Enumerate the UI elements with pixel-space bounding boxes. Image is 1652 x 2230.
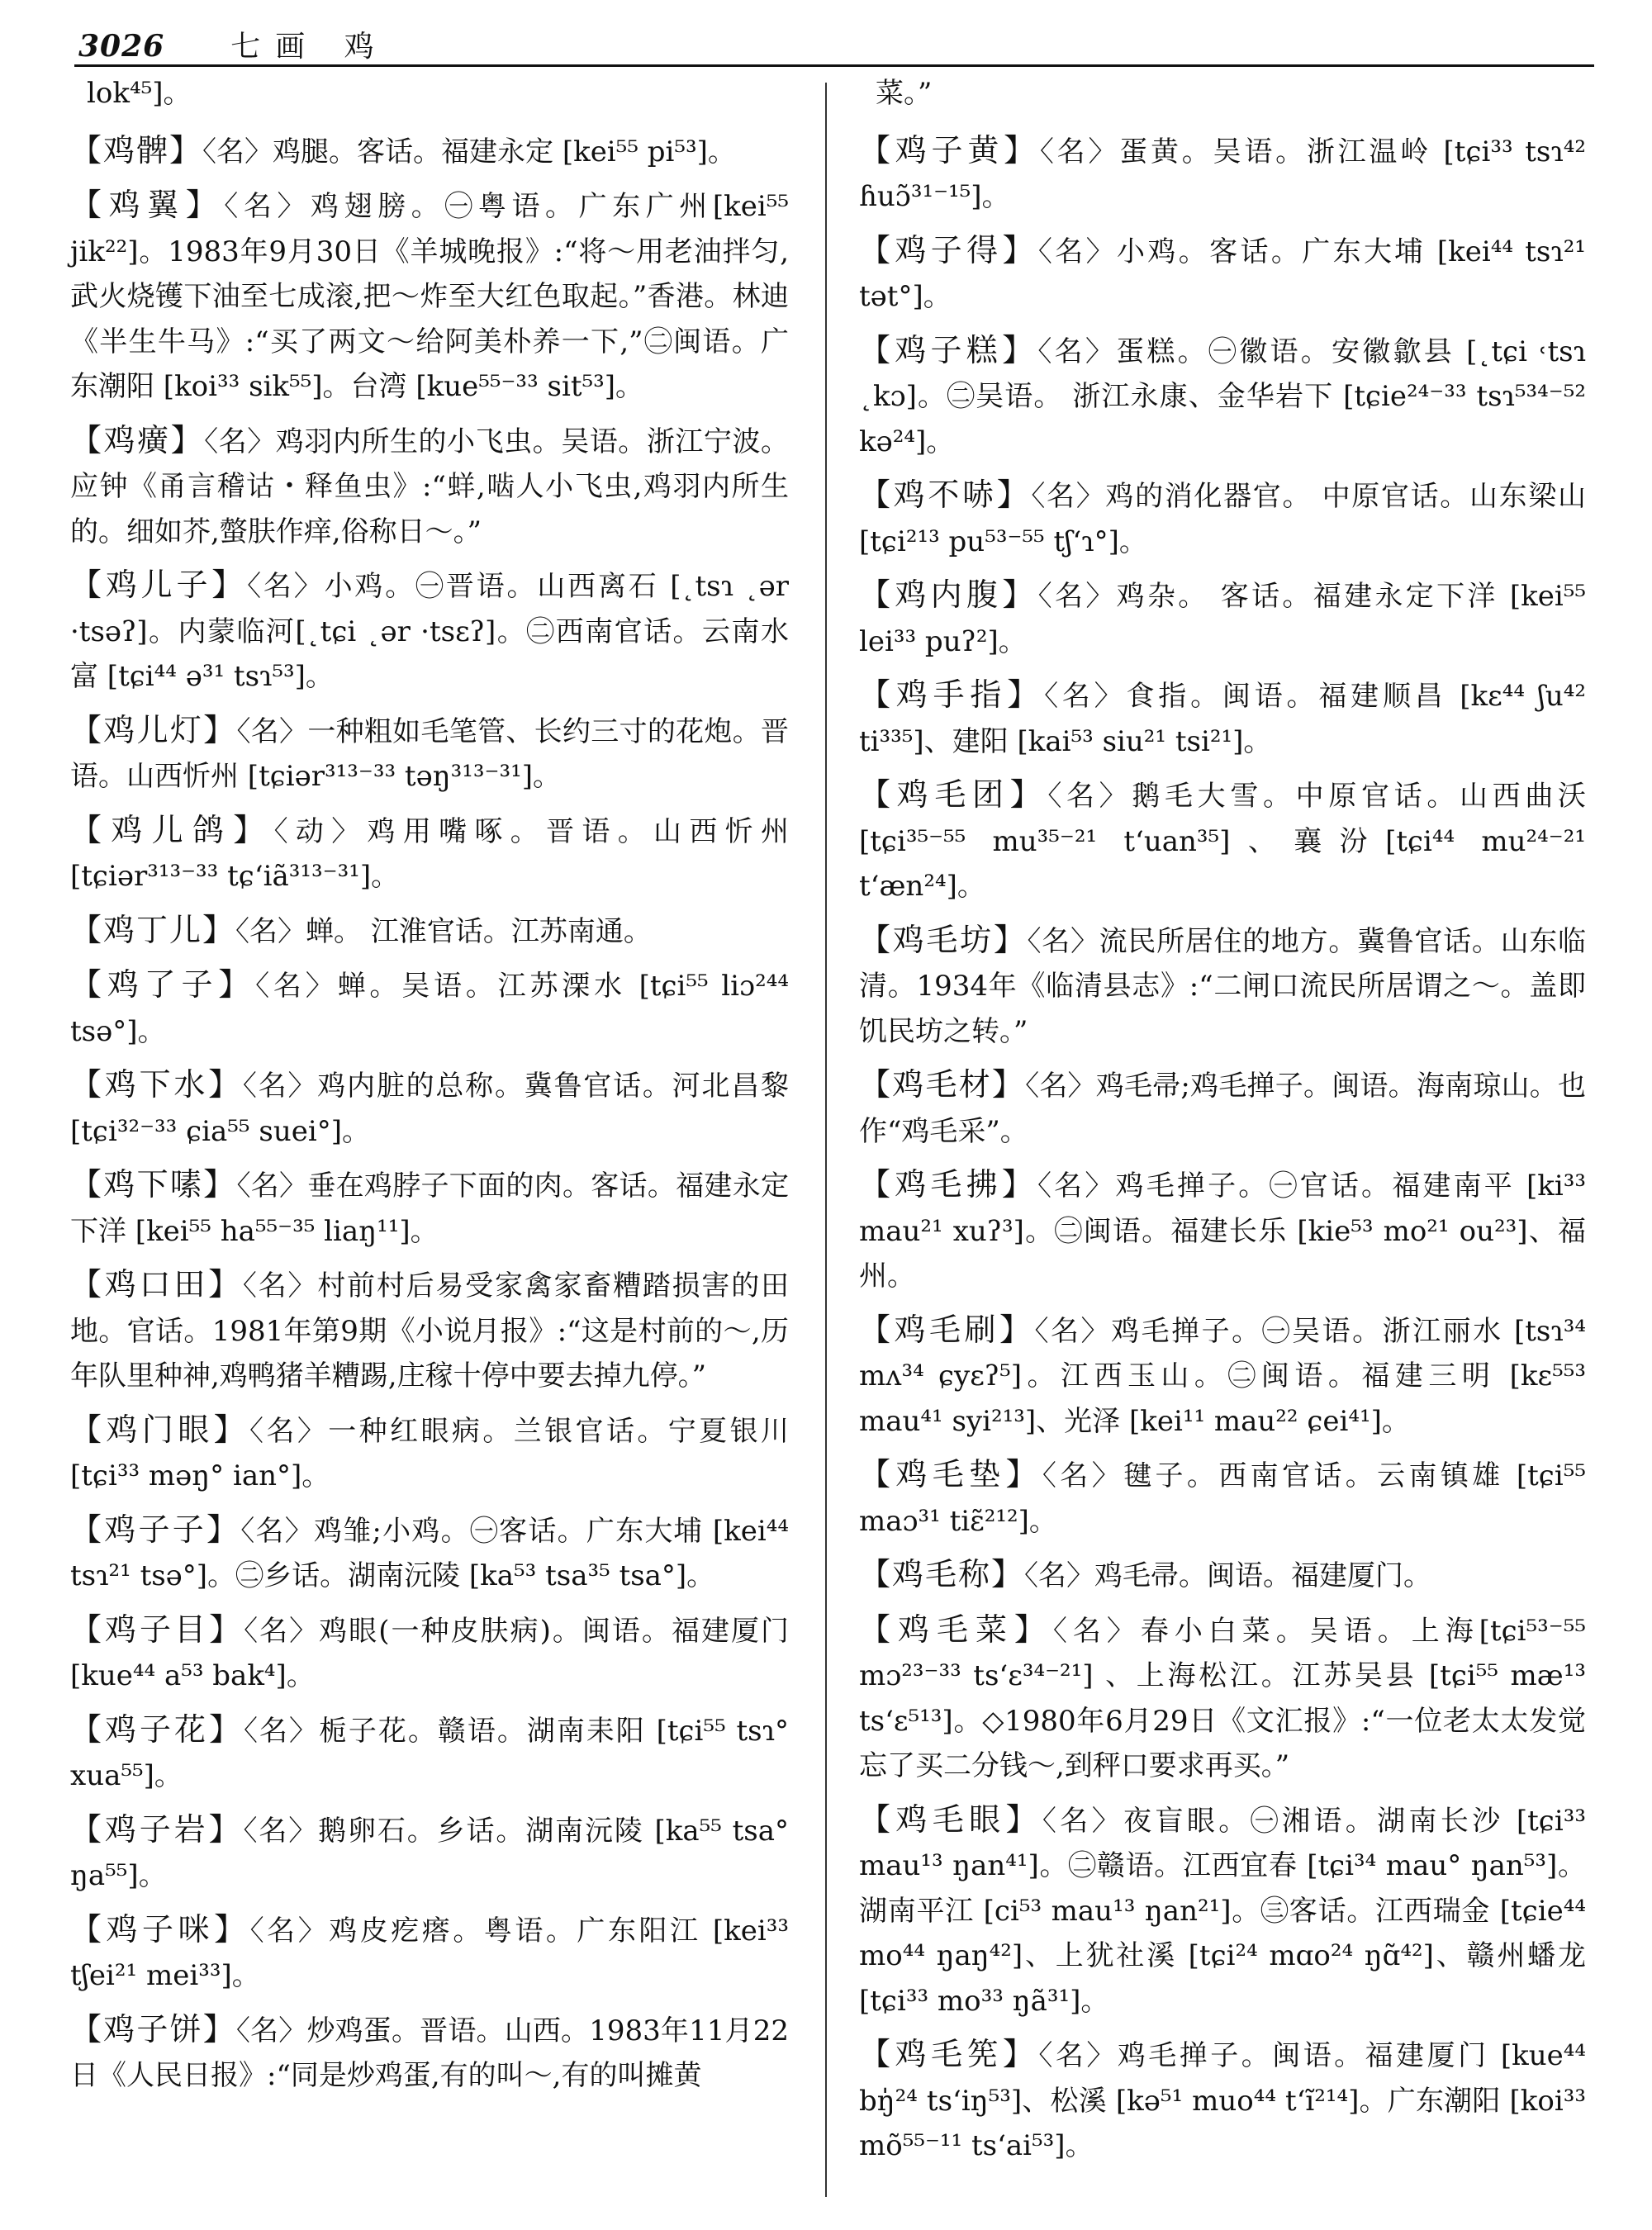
entry-definition: 〈名〉鸡毛掸子。闽语。福建厦门 [kue⁴⁴ bŋ̍²⁴ tsʻiŋ⁵³]、松溪 [kə⁵¹ muo⁴⁴ tʻĩ²¹⁴]。广东潮阳 [koi³³ mõ⁵⁵⁻¹¹ tsʻai⁵³]。 [859, 2039, 1586, 2162]
entry-headword: 【鸡儿子】 [70, 567, 248, 603]
dictionary-entry [859, 1162, 1586, 1299]
entry-headword: 【鸡毛拂】 [859, 1166, 1037, 1203]
dictionary-entry [859, 1607, 1586, 1789]
dictionary-entry [859, 772, 1586, 909]
entry-definition: 〈名〉一种粗如毛笔管、长约三寸的花炮。晋语。山西忻州 [tɕiər³¹³⁻³³ təŋ³¹³⁻³¹]。 [70, 714, 789, 793]
entry-definition: 〈名〉蝉。 江淮官话。江苏南通。 [235, 914, 652, 948]
entry-definition: 〈名〉蛋糕。㊀徽语。安徽歙县 [˛tɕi ˓tsɿ ˛kɔ]。㊁吴语。 浙江永康、金华岩下 [tɕie²⁴⁻³³ tsɿ⁵³⁴⁻⁵² kə²⁴]。 [859, 334, 1586, 458]
entry-definition: 〈名〉炒鸡蛋。晋语。山西。1983年11月22日《人民日报》:“同是炒鸡蛋,有的叫～,有的叫摊黄 [70, 2014, 789, 2092]
entry-headword: 【鸡子岩】 [70, 1810, 244, 1848]
entry-definition: 〈名〉鸡腿。客话。福建永定 [kei⁵⁵ pi⁵³]。 [202, 135, 736, 168]
entry-definition: 〈名〉小鸡。客话。广东大埔 [kei⁴⁴ tsɿ²¹ tət°]。 [859, 235, 1586, 313]
dictionary-entry [859, 918, 1586, 1055]
entry-definition: 〈名〉鸡羽内所生的小飞虫。吴语。浙江宁波。应钟《甬言稽诂・释鱼虫》:“蛘,啮人小飞虫,鸡羽内所生的。细如芥,螫肤作痒,俗称日～。” [70, 425, 789, 548]
entry-definition: 〈名〉毽子。西南官话。云南镇雄 [tɕi⁵⁵ maɔ³¹ tiɛ̃²¹²]。 [859, 1459, 1586, 1538]
entry-definition: 〈名〉一种红眼病。兰银官话。宁夏银川 [tɕi³³ məŋ° ian°]。 [70, 1414, 789, 1492]
entry-headword: 【鸡下水】 [70, 1066, 243, 1103]
dictionary-entry [70, 562, 789, 700]
right-column [859, 71, 1586, 2177]
dictionary-entry [859, 472, 1586, 564]
entry-headword: 【鸡毛坊】 [859, 921, 1028, 958]
entry-definition: 〈名〉鸡毛帚;鸡毛掸子。闽语。海南琼山。也作“鸡毛采”。 [859, 1070, 1586, 1148]
dictionary-entry [70, 708, 789, 799]
right-entry-list [859, 128, 1586, 2169]
dictionary-entry [70, 1707, 789, 1799]
entry-headword: 【鸡毛材】 [859, 1066, 1026, 1103]
entry-definition: 〈名〉夜盲眼。㊀湘语。湖南长沙 [tɕi³³ mau¹³ ŋan⁴¹]。㊁赣语。江西宜春 [tɕi³⁴ mau° ŋan⁵³]。湖南平江 [ci⁵³ mau¹³ ŋan²¹]。㊂客话。江西瑞金 [tɕie⁴⁴ mo⁴⁴ ŋaŋ⁴²]、上犹社溪 [tɕi²⁴ mɑo²⁴ ŋɑ̃⁴²]、赣州蟠龙 [tɕi³³ mo³³ ŋã³¹]。 [859, 1804, 1586, 2018]
column-divider [825, 83, 827, 2197]
continuation-text: lok⁴⁵]。 [87, 77, 192, 110]
dictionary-entry [70, 1162, 789, 1254]
entry-headword: 【鸡子糕】 [859, 331, 1038, 368]
dictionary-entry [859, 672, 1586, 764]
entry-definition: 〈名〉鸡杂。 客话。福建永定下洋 [kei⁵⁵ lei³³ puʔ²]。 [859, 580, 1586, 658]
entry-headword: 【鸡丁儿】 [70, 911, 236, 948]
dictionary-entry [70, 1907, 789, 1999]
dictionary-entry [70, 1807, 789, 1899]
dictionary-entry [70, 908, 789, 955]
continuation-text: 菜。” [876, 77, 933, 110]
entry-definition: 〈名〉鸡内脏的总称。冀鲁官话。河北昌黎 [tɕi³²⁻³³ ɕia⁵⁵ suei°]。 [70, 1070, 789, 1148]
entry-headword: 【鸡门眼】 [70, 1411, 250, 1448]
entry-definition: 〈名〉鸡翅膀。㊀粤语。广东广州[kei⁵⁵ jik²²]。1983年9月30日《羊城晚报》:“将～用老油拌匀,武火烧镬下油至七成滚,把～炸至大红色取起。”香港。林迪《半生牛马》:“买了两文～给阿美朴养一下,”㊁闽语。广东潮阳 [koi³³ sik⁵⁵]。台湾 [kue⁵⁵⁻³³ sit⁵³]。 [70, 190, 789, 403]
entry-headword: 【鸡毛称】 [859, 1556, 1025, 1592]
dictionary-entry [859, 328, 1586, 465]
dictionary-entry [859, 1307, 1586, 1445]
entry-headword: 【鸡内腹】 [859, 576, 1038, 613]
dictionary-entry [70, 418, 789, 555]
entry-definition: 〈名〉鸡毛掸子。㊀吴语。浙江丽水 [tsɿ³⁴ mʌ³⁴ ɕyɛʔ⁵]。江西玉山。㊁闽语。福建三明 [kɛ⁵⁵³ mau⁴¹ syi²¹³]、光泽 [kei¹¹ mau²² ɕei⁴¹]。 [859, 1314, 1586, 1438]
dictionary-entry [70, 128, 789, 175]
dictionary-entry [70, 1407, 789, 1499]
entry-headword: 【鸡子花】 [70, 1710, 244, 1748]
entry-headword: 【鸡髀】 [70, 131, 203, 168]
dictionary-entry [70, 1262, 789, 1399]
entry-headword: 【鸡毛刷】 [859, 1311, 1035, 1348]
entry-headword: 【鸡儿灯】 [70, 711, 237, 748]
entry-headword: 【鸡子子】 [70, 1511, 241, 1548]
entry-headword: 【鸡毛垫】 [859, 1456, 1042, 1492]
entry-headword: 【鸡子饼】 [70, 2010, 236, 2047]
entry-definition: 〈名〉鹅毛大雪。中原官话。山西曲沃[tɕi³⁵⁻⁵⁵ mu³⁵⁻²¹ tʻuan³⁵]、襄汾[tɕi⁴⁴ mu²⁴⁻²¹ tʻæn²⁴]。 [859, 780, 1586, 903]
section-title: 七画 鸡 [230, 30, 389, 64]
entry-definition: 〈名〉鸡皮疙瘩。粤语。广东阳江 [kei³³ tʃei²¹ mei³³]。 [70, 1914, 789, 1992]
entry-definition: 〈名〉栀子花。赣语。湖南耒阳 [tɕi⁵⁵ tsɿ° xua⁵⁵]。 [70, 1714, 789, 1792]
entry-headword: 【鸡不哧】 [859, 477, 1032, 513]
dictionary-entry [859, 572, 1586, 664]
entry-definition: 〈名〉食指。闽语。福建顺昌 [kɛ⁴⁴ ʃu⁴² ti³³⁵]、建阳 [kai⁵³ siu²¹ tsi²¹]。 [859, 680, 1586, 758]
dictionary-entry [70, 183, 789, 410]
dictionary-entry [859, 1552, 1586, 1599]
entry-definition: 〈名〉蛋黄。吴语。浙江温岭 [tɕi³³ tsɿ⁴² ɦuɔ̃³¹⁻¹⁵]。 [859, 135, 1586, 213]
dictionary-entry [859, 2032, 1586, 2169]
dictionary-entry [859, 228, 1586, 320]
page-header [78, 23, 389, 65]
entry-headword: 【鸡了子】 [70, 966, 256, 1003]
entry-headword: 【鸡癀】 [70, 421, 205, 458]
dictionary-entry [859, 128, 1586, 220]
entry-headword: 【鸡口田】 [70, 1266, 243, 1302]
dictionary-entry [70, 1607, 789, 1699]
left-entry-list [70, 128, 789, 2099]
entry-headword: 【鸡子黄】 [859, 131, 1040, 168]
entry-definition: 〈名〉鸡的消化器官。 中原官话。山东梁山 [tɕi²¹³ pu⁵³⁻⁵⁵ tʃʻɿ°]。 [859, 480, 1586, 558]
entry-headword: 【鸡毛团】 [859, 776, 1048, 813]
entry-definition: 〈名〉鸡雏;小鸡。㊀客话。广东大埔 [kei⁴⁴ tsɿ²¹ tsə°]。㊁乡话。湖南沅陵 [ka⁵³ tsa³⁵ tsa°]。 [70, 1514, 789, 1592]
dictionary-entry [70, 962, 789, 1054]
entry-headword: 【鸡翼】 [70, 187, 225, 223]
dictionary-entry [70, 1062, 789, 1154]
entry-definition: 〈动〉鸡用嘴啄。晋语。山西忻州[tɕiər³¹³⁻³³ tɕʻiã³¹³⁻³¹]。 [70, 814, 789, 893]
entry-headword: 【鸡下嗉】 [70, 1166, 237, 1203]
page-number: 3026 [78, 29, 165, 64]
dictionary-entry [859, 1797, 1586, 2024]
left-column [70, 71, 789, 2107]
entry-definition: 〈名〉鸡毛帚。闽语。福建厦门。 [1024, 1559, 1432, 1592]
entry-headword: 【鸡毛筅】 [859, 2036, 1039, 2072]
dictionary-entry [70, 808, 789, 899]
dictionary-entry [70, 1507, 789, 1599]
entry-headword: 【鸡手指】 [859, 676, 1045, 713]
entry-headword: 【鸡子目】 [70, 1611, 244, 1648]
entry-definition: 〈名〉蝉。吴语。江苏溧水 [tɕi⁵⁵ liɔ²⁴⁴ tsə°]。 [70, 970, 789, 1048]
dictionary-entry [859, 1452, 1586, 1544]
entry-definition: 〈名〉垂在鸡脖子下面的肉。客话。福建永定下洋 [kei⁵⁵ ha⁵⁵⁻³⁵ liaŋ¹¹]。 [70, 1170, 789, 1248]
entry-definition: 〈名〉鸡毛掸子。㊀官话。福建南平 [ki³³ mau²¹ xuʔ³]。㊁闽语。福建长乐 [kie⁵³ mo²¹ ou²³]、福州。 [859, 1170, 1586, 1293]
entry-definition: 〈名〉小鸡。㊀晋语。山西离石 [˛tsɿ ˛ər ·tsəʔ]。内蒙临河[˛tɕi ˛ər ·tsɛʔ]。㊁西南官话。云南水富 [tɕi⁴⁴ ə³¹ tsɿ⁵³]。 [70, 570, 789, 693]
entry-definition: 〈名〉村前村后易受家禽家畜糟踏损害的田地。官话。1981年第9期《小说月报》:“这是村前的～,历年队里种神,鸡鸭猪羊糟踢,庄稼十停中要去掉九停。” [70, 1269, 789, 1393]
entry-headword: 【鸡毛眼】 [859, 1801, 1042, 1838]
entry-definition: 〈名〉流民所居住的地方。冀鲁官话。山东临清。1934年《临清县志》:“二闸口流民所居谓之～。盖即饥民坊之转。” [859, 924, 1586, 1048]
entry-headword: 【鸡子得】 [859, 231, 1038, 268]
entry-headword: 【鸡子咪】 [70, 1910, 250, 1948]
header-rule [74, 64, 1594, 67]
dictionary-entry [859, 1062, 1586, 1154]
dictionary-entry [70, 2007, 789, 2099]
entry-headword: 【鸡毛菜】 [859, 1611, 1053, 1648]
entry-headword: 【鸡儿鸽】 [70, 811, 274, 848]
entry-definition: 〈名〉鸡眼(一种皮肤病)。闽语。福建厦门 [kue⁴⁴ a⁵³ bak⁴]。 [70, 1614, 789, 1692]
entry-definition: 〈名〉鹅卵石。乡话。湖南沅陵 [ka⁵⁵ tsa° ŋa⁵⁵]。 [70, 1814, 789, 1892]
entry-definition: 〈名〉春小白菜。吴语。上海[tɕi⁵³⁻⁵⁵ mɔ²³⁻³³ tsʻɛ³⁴⁻²¹] 、上海松江。江苏吴县 [tɕi⁵⁵ mæ¹³ tsʻɛ⁵¹³]。◇1980年6月29日《文汇报》:“一位老太太发觉忘了买二分钱～,到秤口要求再买。” [859, 1614, 1586, 1782]
